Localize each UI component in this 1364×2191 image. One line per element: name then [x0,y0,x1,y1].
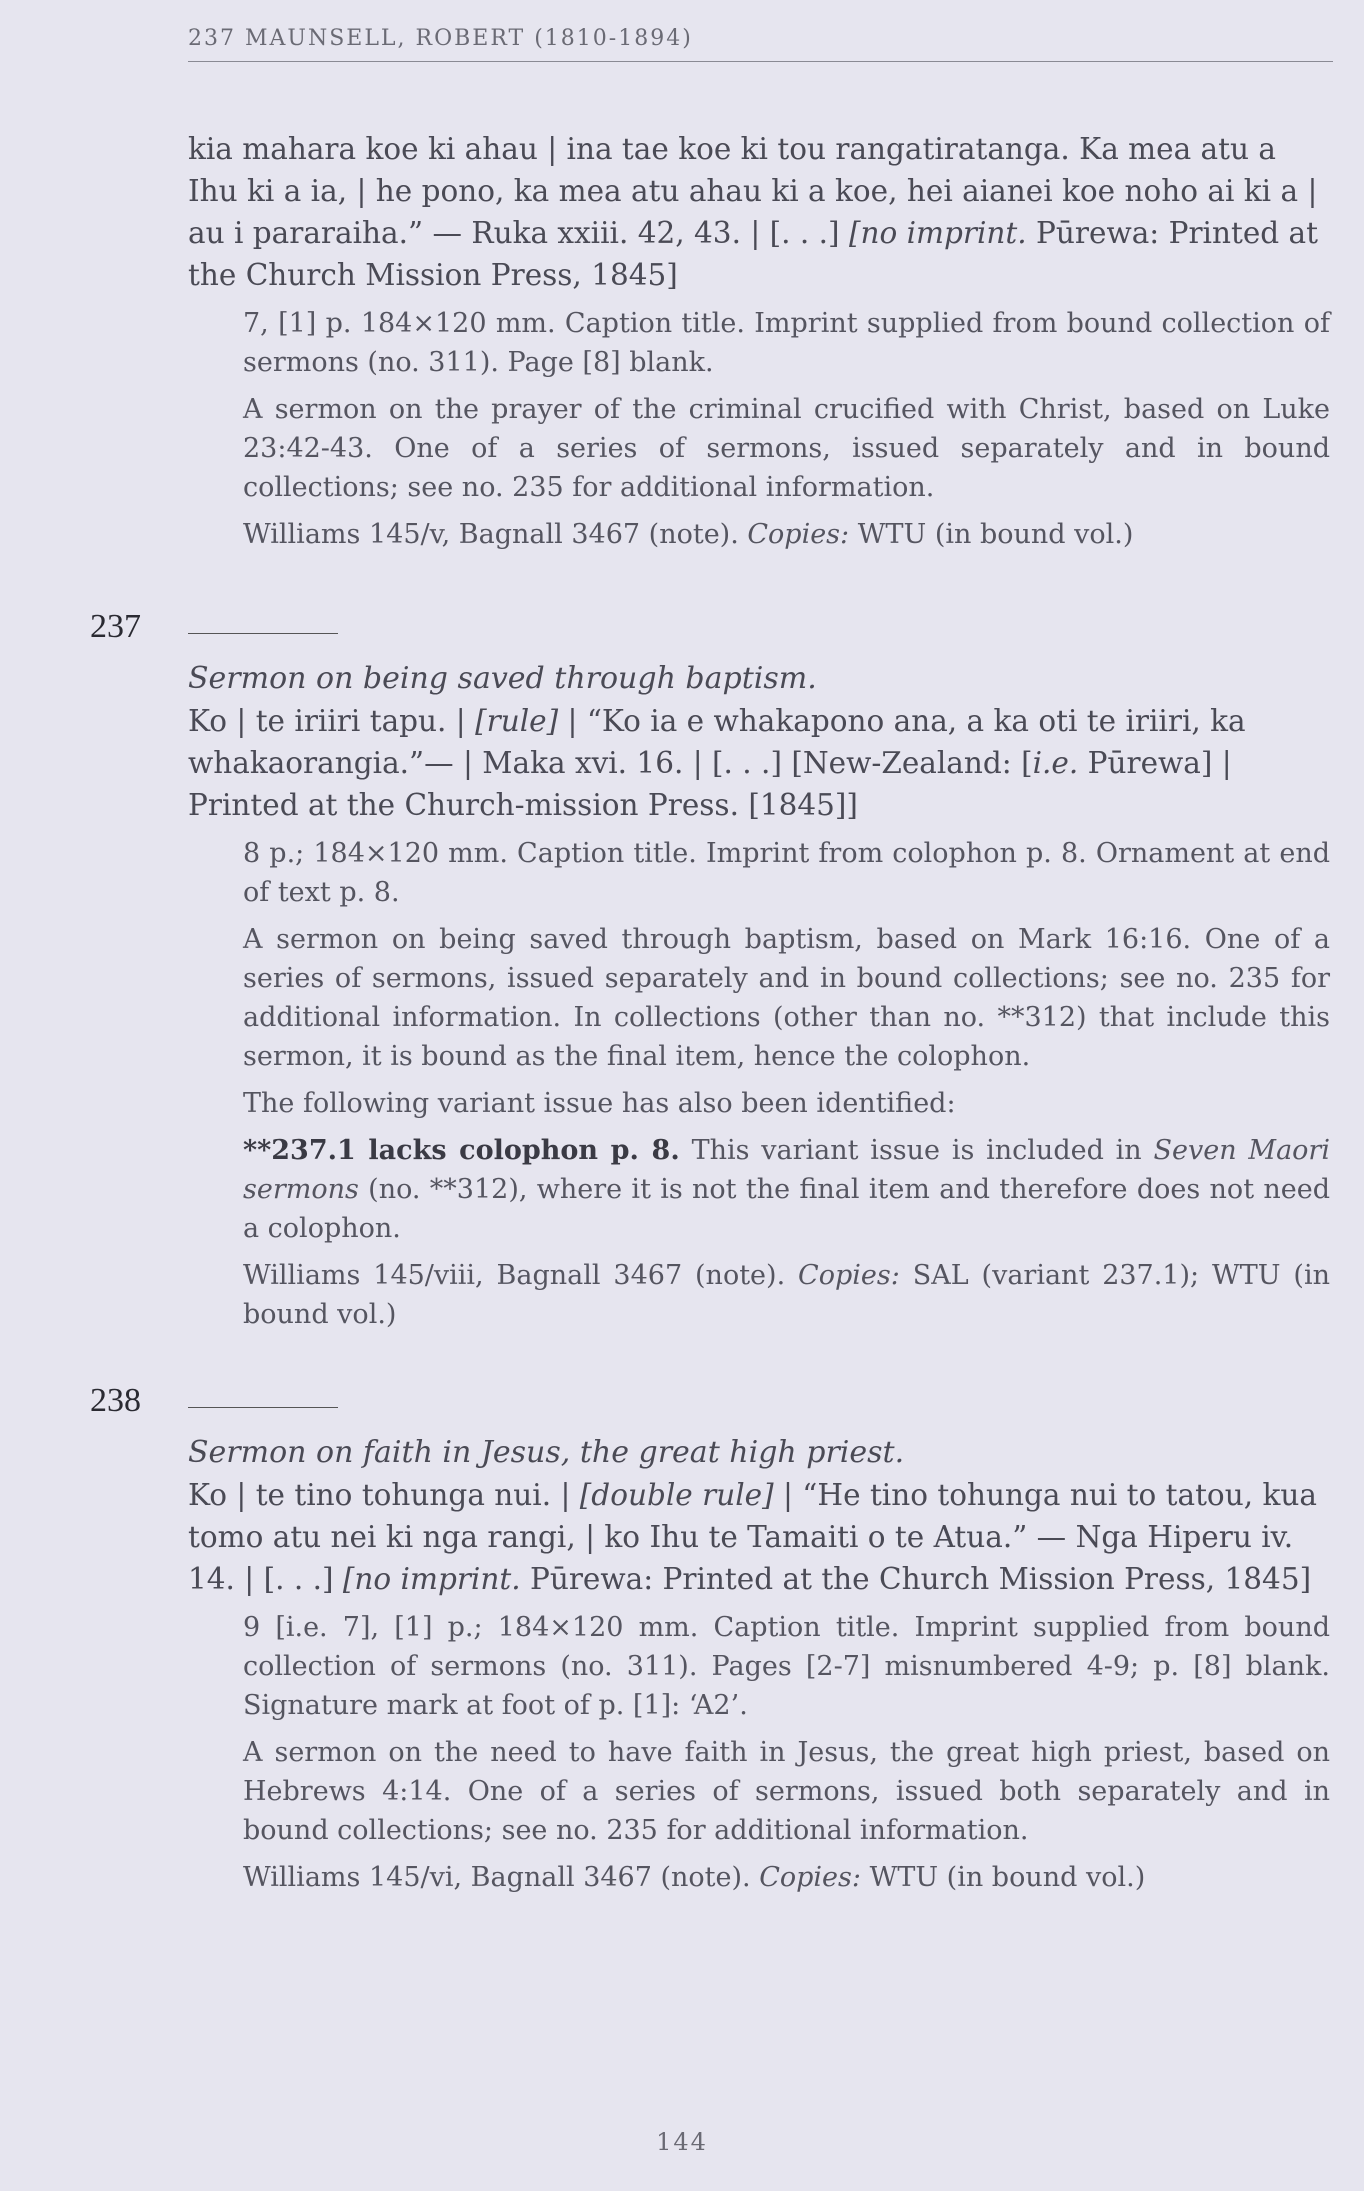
entry-number: 237 [90,608,141,645]
italic-span: [double rule] [579,1478,774,1512]
italic-span: Seven Maori sermons [243,1135,1330,1205]
entry-title: Sermon on faith in Jesus, the great high priest. [188,1435,905,1470]
page-number: 144 [656,2128,708,2156]
description-note: A sermon on the need to have faith in Jesus, the great high priest, based on Hebrews 4:14. One of a series of sermons, issued both separately and in bound collections; see no. 235 for additional information. [243,1737,1330,1846]
copies-label: Copies: [759,1862,861,1893]
description-note: A sermon on being saved through baptism, based on Mark 16:16. One of a series of sermons, issued separately and in bound collections; see no. 235 for additional information. In collections (other than no. **312) that include this sermon, it is bound as the final item, hence the colophon. [243,924,1330,1072]
text-span: | “He tino tohunga nui to tatou, kua tomo atu nei ki nga rangi, | ko Ihu te Tamaiti o te Atua.” — Nga Hiperu iv. 14. | [. . .] [188,1478,1317,1596]
copies-label: Copies: [747,519,850,550]
entry-237 [90,608,1330,1334]
author-dash [188,1407,338,1408]
variant-note [243,1131,1330,1248]
variant-intro-note: The following variant issue has also been identified: [243,1088,956,1119]
text-span: Pūrewa] | Printed at the Church-mission Press. [1845]] [188,746,1232,822]
text-span: SAL (variant 237.1); WTU (in bound vol.) [243,1260,1330,1330]
references-note [243,515,1330,554]
variant-label: **237.1 lacks colophon p. 8. [243,1135,680,1166]
text-span: Williams 145/viii, Bagnall 3467 (note). [243,1260,799,1291]
italic-span: [no imprint. [342,1562,521,1596]
italic-span: [no imprint. [848,216,1027,250]
entry-238 [90,1382,1330,1897]
text-span: Williams 145/vi, Bagnall 3467 (note). [243,1862,760,1893]
text-span: | “Ko ia e whakapono ana, a ka oti te iriiri, ka whakaorangia.”— | Maka xvi. 16. | [. . .] [New-Zealand: [ [188,704,1246,780]
collation-note: 7, [1] p. 184×120 mm. Caption title. Imprint supplied from bound collection of sermons (no. 311). Page [8] blank. [243,308,1330,378]
title-transcription [188,700,1330,826]
text-span: Ko | te tino tohunga nui. | [188,1478,580,1512]
text-span: kia mahara koe ki ahau | ina tae koe ki tou rangatiratanga. Ka mea atu a Ihu ki a ia, | he pono, ka mea atu ahau ki a koe, hei aianei koe noho ai ki a | au i pararaiha.” — Ruka xxiii. 42, 43. | [. . .] [188,132,1318,250]
title-transcription [188,1474,1330,1600]
text-span: Pūrewa: Printed at the Church Mission Press, 1845] [188,216,1318,292]
continued-title-transcription [188,128,1330,296]
references-note [243,1858,1330,1897]
author-dash [188,633,338,634]
text-span: Williams 145/v, Bagnall 3467 (note). [243,519,748,550]
description-note: A sermon on the prayer of the criminal crucified with Christ, based on Luke 23:42-43. One of a series of sermons, issued separately and in bound collections; see no. 235 for additional information. [243,394,1330,503]
collation-note: 8 p.; 184×120 mm. Caption title. Imprint from colophon p. 8. Ornament at end of text p. 8. [243,838,1330,908]
text-span: This variant issue is included in [679,1135,1154,1166]
text-span: Pūrewa: Printed at the Church Mission Press, 1845] [520,1562,1312,1596]
entry-number: 238 [90,1382,141,1419]
references-note [243,1256,1330,1334]
italic-span: [rule] [475,704,559,738]
text-span: WTU (in bound vol.) [860,1862,1146,1893]
text-span: (no. **312), where it is not the final item and therefore does not need a colophon. [243,1174,1330,1244]
text-span: Ko | te iriiri tapu. | [188,704,476,738]
italic-span: i.e. [1032,746,1079,780]
text-span: WTU (in bound vol.) [849,519,1134,550]
entry-title: Sermon on being saved through baptism. [188,661,817,696]
running-header: 237 MAUNSELL, ROBERT (1810-1894) [188,26,1333,62]
copies-label: Copies: [798,1260,900,1291]
page-content [90,128,1330,1905]
collation-note: 9 [i.e. 7], [1] p.; 184×120 mm. Caption title. Imprint supplied from bound collection of sermons (no. 311). Pages [2-7] misnumbered 4-9; p. [8] blank. Signature mark at foot of p. [1]: ‘A2’. [243,1612,1330,1721]
